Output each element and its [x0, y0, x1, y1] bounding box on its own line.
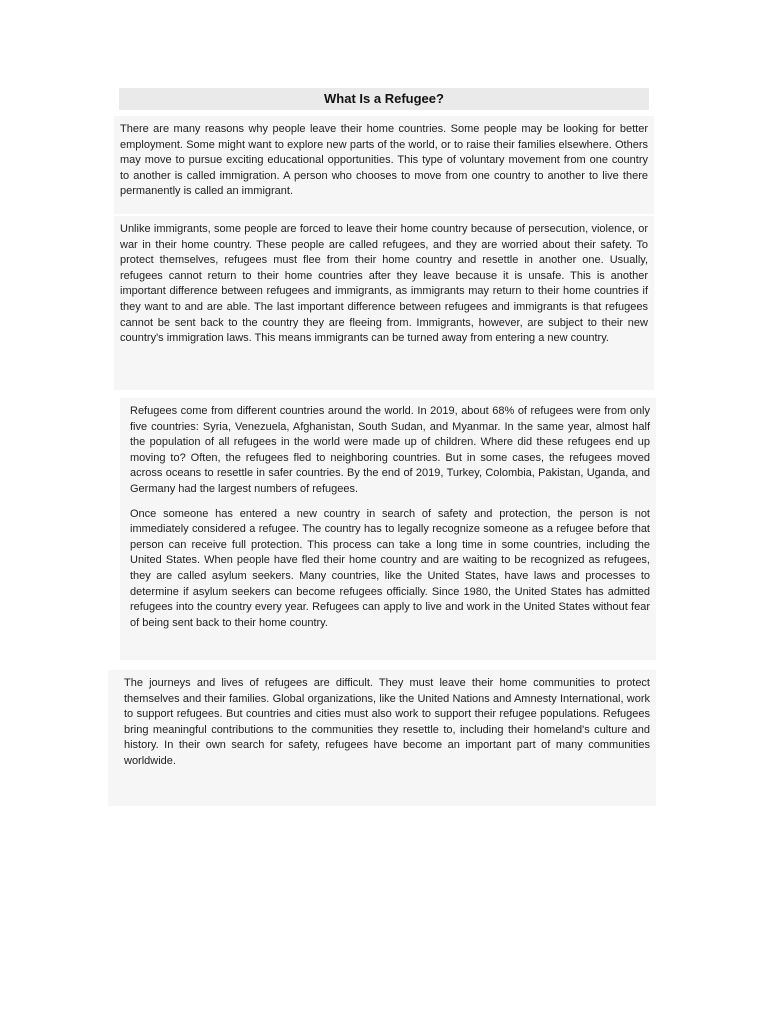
- paragraph-block-immigration: [114, 116, 654, 214]
- paragraph-block-refugees: [114, 216, 654, 390]
- paragraph-block-statistics: [120, 398, 656, 660]
- paragraph-refugee-origins: Refugees come from different countries around the world. In 2019, about 68% of refugees were from only five countries: Syria, Venezuela, Afghanistan, South Sudan, and Myanmar. In the same year, almost half the population of all refugees in the world were made up of children. Where did these refugees end up moving to? Often, the refugees fled to neighboring countries. But in some cases, the refugees moved across oceans to resettle in safer countries. By the end of 2019, Turkey, Colombia, Pakistan, Uganda, and Germany had the largest numbers of refugees.: [130, 405, 650, 495]
- paragraph-asylum-seekers: Once someone has entered a new country in search of safety and protection, the person is not immediately considered a refugee. The country has to legally recognize someone as a refugee before that person can receive full protection. This process can take a long time in some countries, including the United States. When people have fled their home country and are waiting to be recognized as refugees, they are called asylum seekers. Many countries, like the United States, have laws and processes to determine if asylum seekers can become refugees officially. Since 1980, the United States has admitted refugees into the country every year. Refugees can apply to live and work in the United States without fear of being sent back to their home country.: [130, 507, 650, 629]
- paragraph-block-conclusion: [108, 670, 656, 806]
- paragraph-conclusion: The journeys and lives of refugees are difficult. They must leave their home communities to protect themselves and their families. Global organizations, like the United Nations and Amnesty International, work to support refugees. But countries and cities must also work to support their refugee populations. Refugees bring meaningful contributions to the communities they resettle to, including their homeland's culture and history. In their own search for safety, refugees have become an important part of many communities worldwide.: [124, 677, 650, 767]
- document-title: What Is a Refugee?: [119, 88, 649, 110]
- paragraph-refugees-definition: Unlike immigrants, some people are forced to leave their home country because of persecution, violence, or war in their home country. These people are called refugees, and they are worried about their safety. To protect themselves, refugees must flee from their home country and resettle in another one. Usually, refugees cannot return to their home countries after they leave because it is unsafe. This is another important difference between refugees and immigrants, as immigrants may return to their home countries if they want to and are able. The last important difference between refugees and immigrants is that refugees cannot be sent back to the country they are fleeing from. Immigrants, however, are subject to their new country's immigration laws. This means immigrants can be turned away from entering a new country.: [120, 223, 648, 345]
- paragraph-immigration: There are many reasons why people leave their home countries. Some people may be looking for better employment. Some might want to explore new parts of the world, or to raise their families elsewhere. Others may move to pursue exciting educational opportunities. This type of voluntary movement from one country to another is called immigration. A person who chooses to move from one country to another to live there permanently is called an immigrant.: [120, 123, 648, 198]
